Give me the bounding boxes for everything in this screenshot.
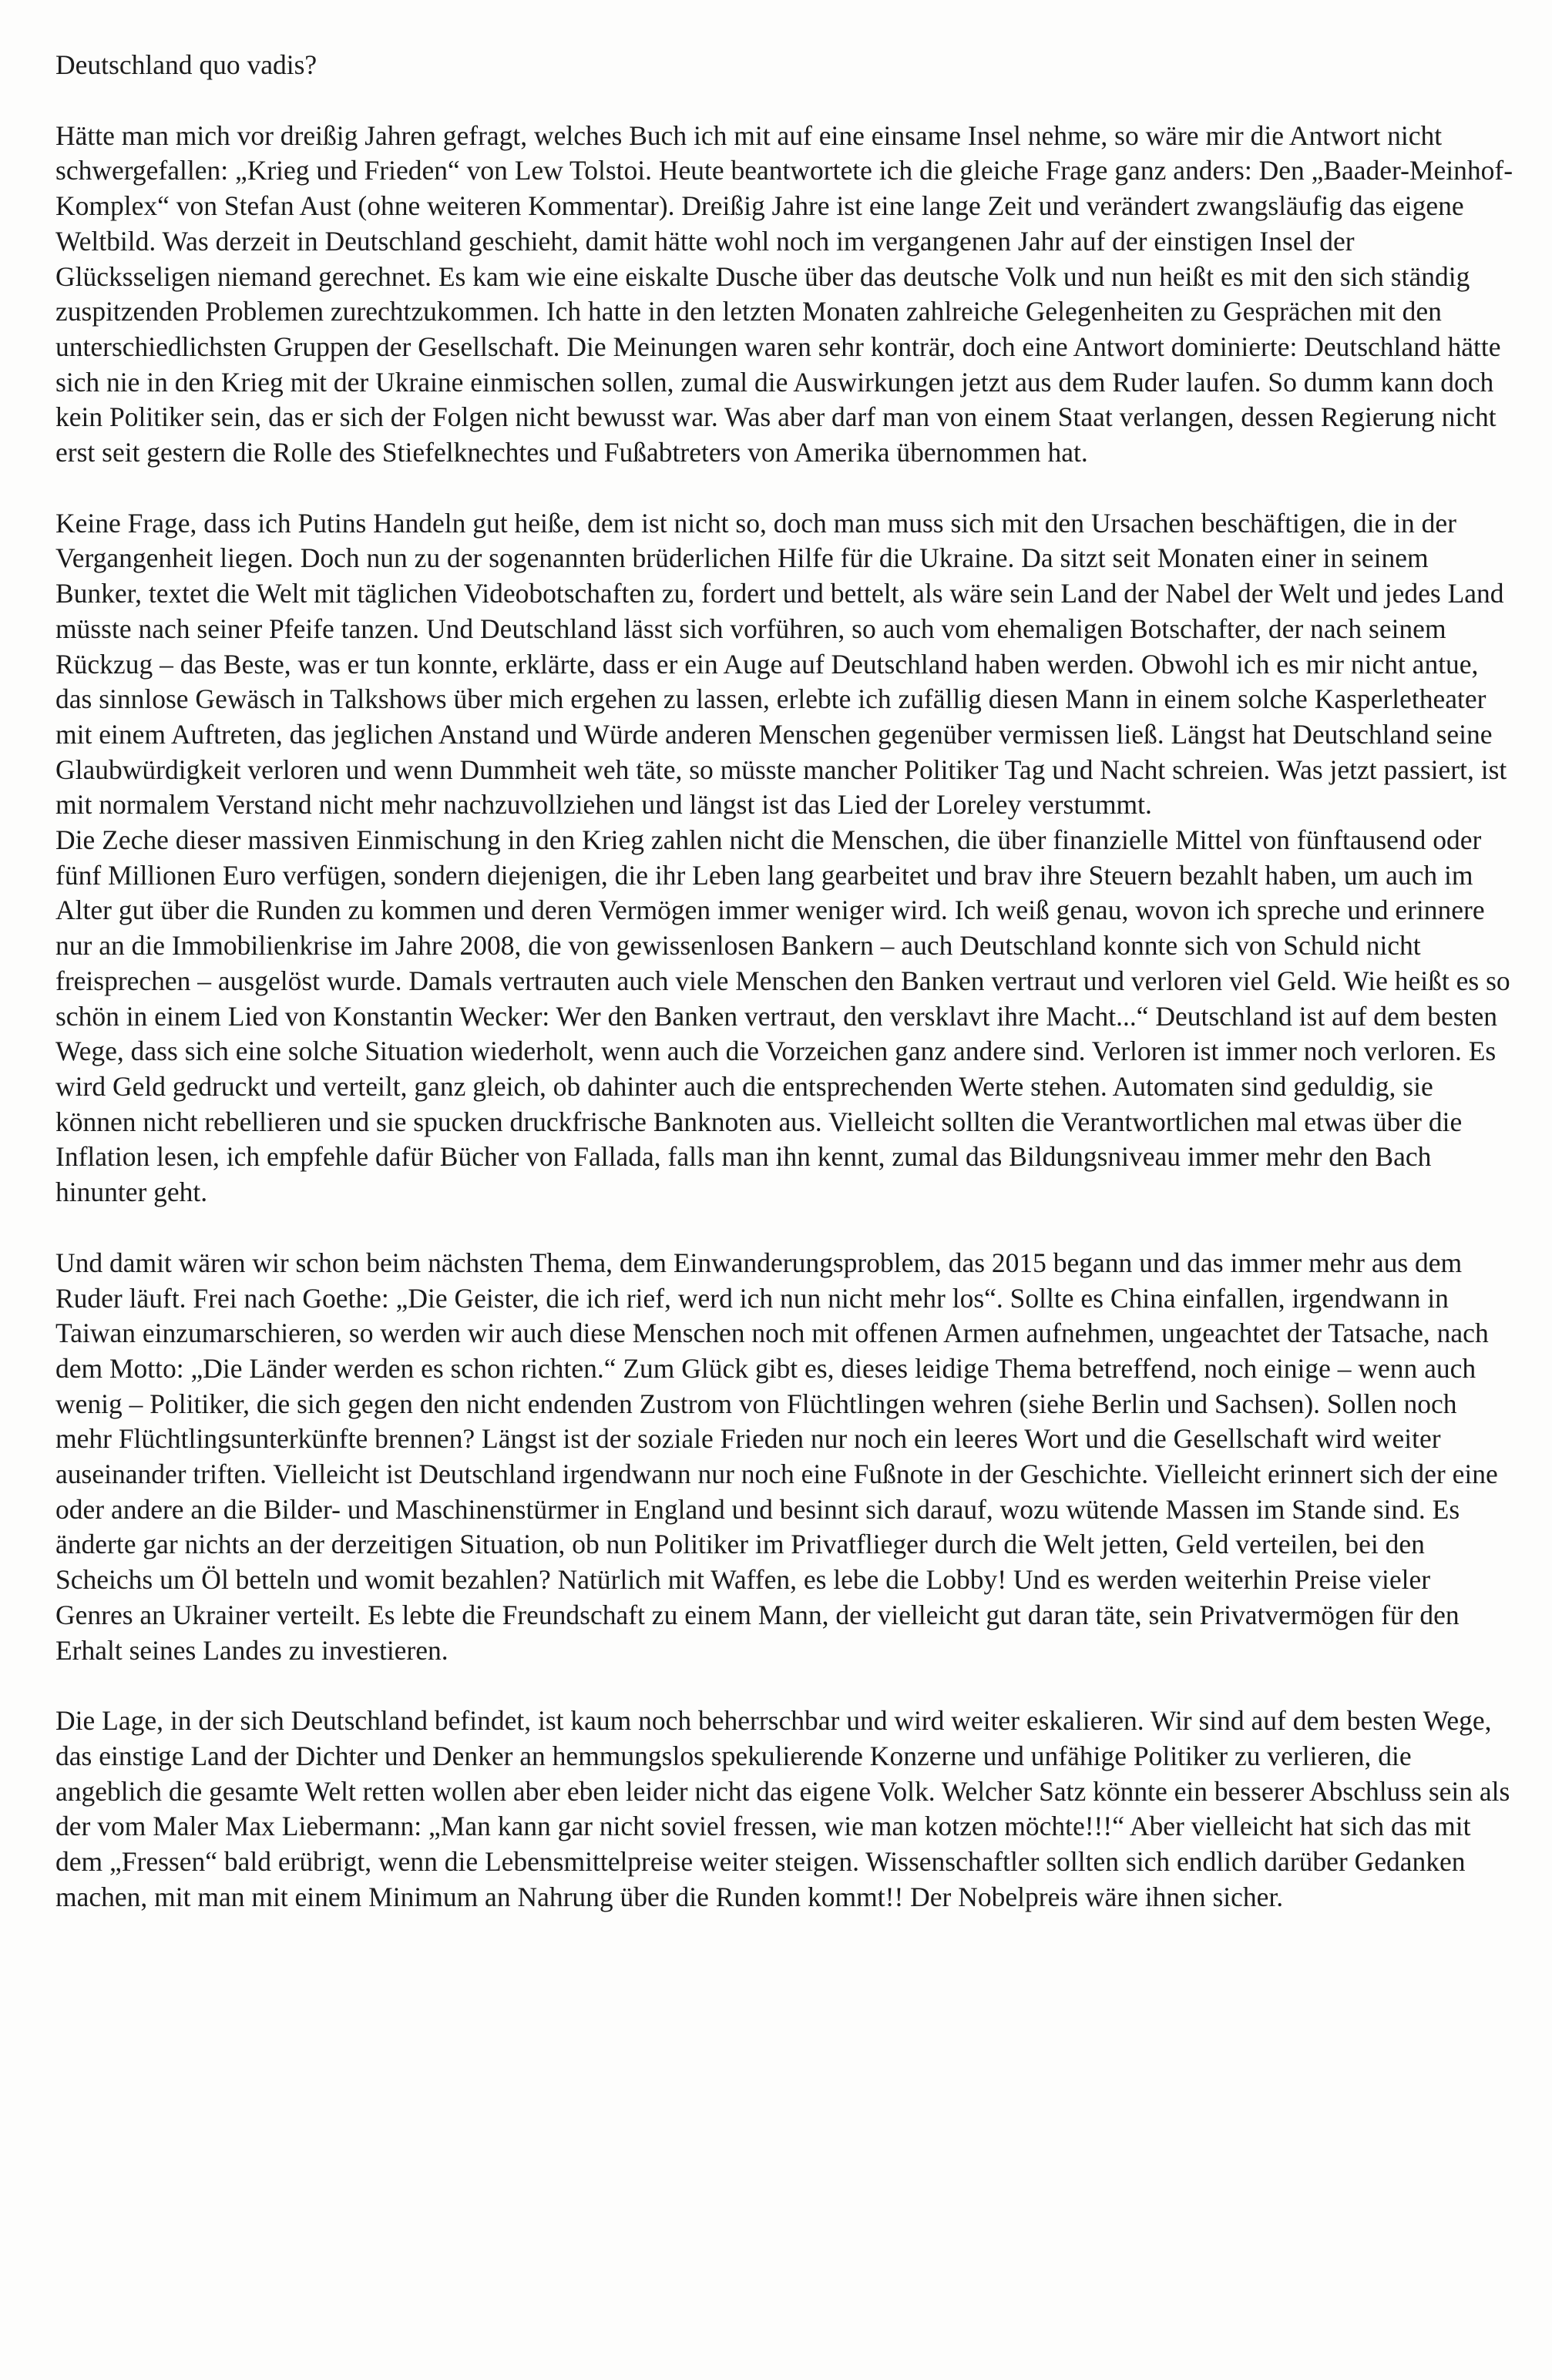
paragraph-2: Keine Frage, dass ich Putins Handeln gut heiße, dem ist nicht so, doch man muss sich mit den Ursachen beschäftigen, die in der Vergangenheit liegen. Doch nun zu der sogenannten brüderlichen Hilfe für die Ukraine. Da sitzt seit Monaten einer in seinem Bunker, textet die Welt mit täglichen Videobotschaften zu, fordert und bettelt, als wäre sein Land der Nabel der Welt und jedes Land müsste nach seiner Pfeife tanzen. Und Deutschland lässt sich vorführen, so auch vom ehemaligen Botschafter, der nach seinem Rückzug – das Beste, was er tun konnte, erklärte, dass er ein Auge auf Deutschland haben werden. Obwohl ich es mir nicht antue, das sinnlose Gewäsch in Talkshows über mich ergehen zu lassen, erlebte ich zufällig diesen Mann in einem solche Kasperletheater mit einem Auftreten, das jeglichen Anstand und Würde anderen Menschen gegenüber vermissen ließ. Längst hat Deutschland seine Glaubwürdigkeit verloren und wenn Dummheit weh täte, so müsste mancher Politiker Tag und Nacht schreien. Was jetzt passiert, ist mit normalem Verstand nicht mehr nachzuvollziehen und längst ist das Lied der Loreley verstummt. — [55, 507, 1507, 821]
document-body — [55, 48, 1513, 1915]
paragraph-4: Und damit wären wir schon beim nächsten Thema, dem Einwanderungsproblem, das 2015 begann und das immer mehr aus dem Ruder läuft. Frei nach Goethe: „Die Geister, die ich rief, werd ich nun nicht mehr los“. Sollte es China einfallen, irgendwann in Taiwan einzumarschieren, so werden wir auch diese Menschen noch mit offenen Armen aufnehmen, ungeachtet der Tatsache, nach dem Motto: „Die Länder werden es schon richten.“ Zum Glück gibt es, dieses leidige Thema betreffend, noch einige – wenn auch wenig – Politiker, die sich gegen den nicht endenden Zustrom von Flüchtlingen wehren (siehe Berlin und Sachsen). Sollen noch mehr Flüchtlingsunterkünfte brennen? Längst ist der soziale Frieden nur noch ein leeres Wort und die Gesellschaft wird weiter auseinander triften. Vielleicht ist Deutschland irgendwann nur noch eine Fußnote in der Geschichte. Vielleicht erinnert sich der eine oder andere an die Bilder- und Maschinenstürmer in England und besinnt sich darauf, wozu wütende Massen im Stande sind. Es änderte gar nichts an der derzeitigen Situation, ob nun Politiker im Privatflieger durch die Welt jetten, Geld verteilen, bei den Scheichs um Öl betteln und womit bezahlen? Natürlich mit Waffen, es lebe die Lobby! Und es werden weiterhin Preise vieler Genres an Ukrainer verteilt. Es lebte die Freundschaft zu einem Mann, der vielleicht gut daran täte, sein Privatvermögen für den Erhalt seines Landes zu investieren. — [55, 1247, 1498, 1666]
document-title: Deutschland quo vadis? — [55, 49, 317, 80]
paragraph-3: Die Zeche dieser massiven Einmischung in den Krieg zahlen nicht die Menschen, die über finanzielle Mittel von fünftausend oder fünf Millionen Euro verfügen, sondern diejenigen, die ihr Leben lang gearbeitet und brav ihre Steuern bezahlt haben, um auch im Alter gut über die Runden zu kommen und deren Vermögen immer weniger wird. Ich weiß genau, wovon ich spreche und erinnere nur an die Immobilienkrise im Jahre 2008, die von gewissenlosen Bankern – auch Deutschland konnte sich von Schuld nicht freisprechen – ausgelöst wurde. Damals vertrauten auch viele Menschen den Banken vertraut und verloren viel Geld. Wie heißt es so schön in einem Lied von Konstantin Wecker: Wer den Banken vertraut, den versklavt ihre Macht...“ Deutschland ist auf dem besten Wege, dass sich eine solche Situation wiederholt, wenn auch die Vorzeichen ganz andere sind. Verloren ist immer noch verloren. Es wird Geld gedruckt und verteilt, ganz gleich, ob dahinter auch die entsprechenden Werte stehen. Automaten sind geduldig, sie können nicht rebellieren und sie spucken druckfrische Banknoten aus. Vielleicht sollten die Verantwortlichen mal etwas über die Inflation lesen, ich empfehle dafür Bücher von Fallada, falls man ihn kennt, zumal das Bildungsniveau immer mehr den Bach hinunter geht. — [55, 824, 1510, 1208]
paragraph-1: Hätte man mich vor dreißig Jahren gefragt, welches Buch ich mit auf eine einsame Insel nehme, so wäre mir die Antwort nicht schwergefallen: „Krieg und Frieden“ von Lew Tolstoi. Heute beantwortete ich die gleiche Frage ganz anders: Den „Baader-Meinhof-Komplex“ von Stefan Aust (ohne weiteren Kommentar). Dreißig Jahre ist eine lange Zeit und verändert zwangsläufig das eigene Weltbild. Was derzeit in Deutschland geschieht, damit hätte wohl noch im vergangenen Jahr auf der einstigen Insel der Glücksseligen niemand gerechnet. Es kam wie eine eiskalte Dusche über das deutsche Volk und nun heißt es mit den sich ständig zuspitzenden Problemen zurechtzukommen. Ich hatte in den letzten Monaten zahlreiche Gelegenheiten zu Gesprächen mit den unterschiedlichsten Gruppen der Gesellschaft. Die Meinungen waren sehr konträr, doch eine Antwort dominierte: Deutschland hätte sich nie in den Krieg mit der Ukraine einmischen sollen, zumal die Auswirkungen jetzt aus dem Ruder laufen. So dumm kann doch kein Politiker sein, das er sich der Folgen nicht bewusst war. Was aber darf man von einem Staat verlangen, dessen Regierung nicht erst seit gestern die Rolle des Stiefelknechtes und Fußabtreters von Amerika übernommen hat. — [55, 119, 1513, 468]
paragraph-5: Die Lage, in der sich Deutschland befindet, ist kaum noch beherrschbar und wird weiter eskalieren. Wir sind auf dem besten Wege, das einstige Land der Dichter und Denker an hemmungslos spekulierende Konzerne und unfähige Politiker zu verlieren, die angeblich die gesamte Welt retten wollen aber eben leider nicht das eigene Volk. Welcher Satz könnte ein besserer Abschluss sein als der vom Maler Max Liebermann: „Man kann gar nicht soviel fressen, wie man kotzen möchte!!!“ Aber vielleicht hat sich das mit dem „Fressen“ bald erübrigt, wenn die Lebensmittelpreise weiter steigen. Wissenschaftler sollten sich endlich darüber Gedanken machen, mit man mit einem Minimum an Nahrung über die Runden kommt!! Der Nobelpreis wäre ihnen sicher. — [55, 1705, 1510, 1912]
